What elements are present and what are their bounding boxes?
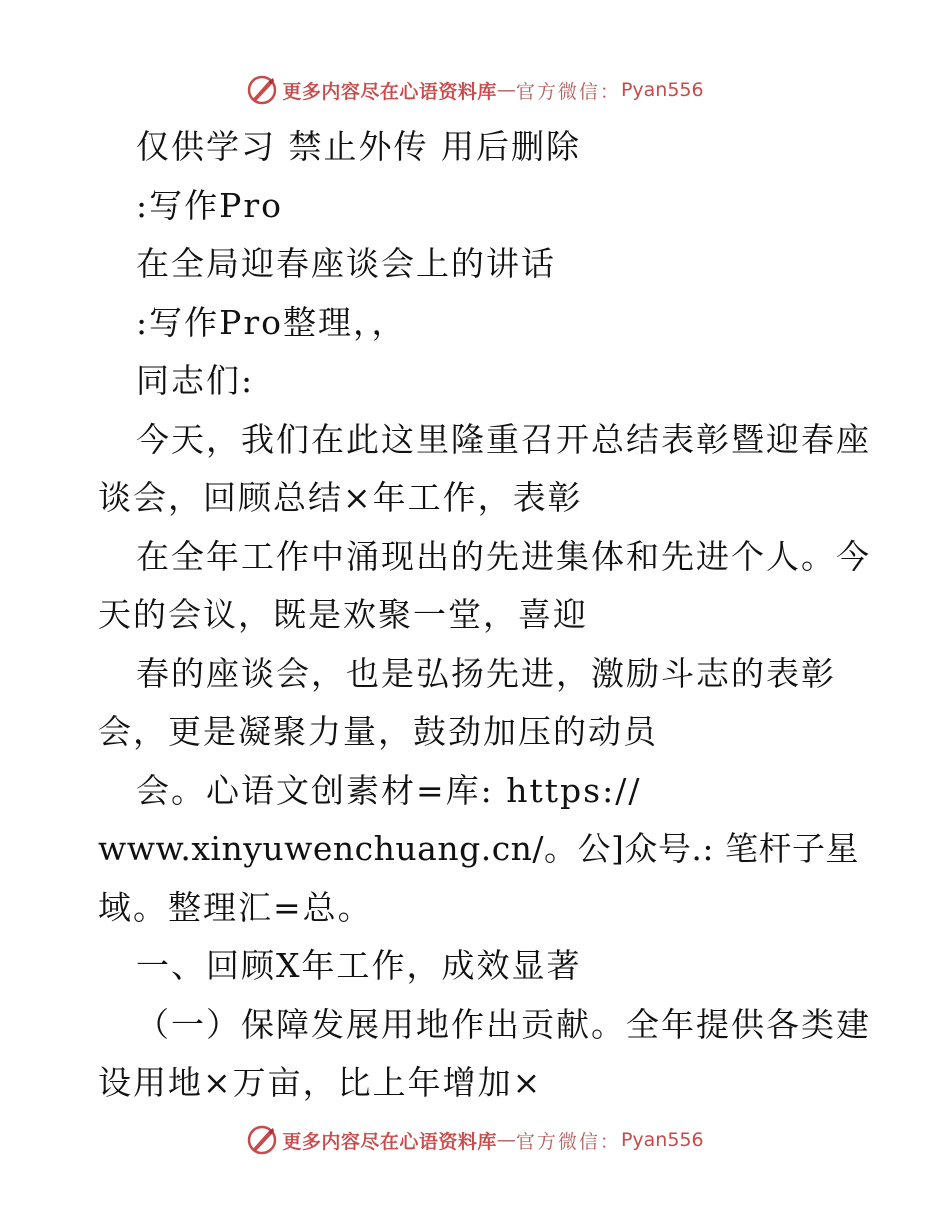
body-line: 会，更是凝聚力量，鼓劲加压的动员 (98, 712, 658, 751)
watermark-main-text: 更多内容尽在心语资料库 (282, 80, 497, 103)
body-line: 域。整理汇=总。 (98, 887, 373, 927)
section-heading: 一、回顾X年工作，成效显著 (136, 946, 582, 985)
watermark-official-label: 官方微信： (515, 80, 621, 103)
body-line: www.xinyuwenchuang.cn/。公]众号.: 笔杆子星 (98, 829, 860, 868)
source-line: :写作Pro (136, 185, 283, 225)
subsection-heading: （一）保障发展用地作出贡献。全年提供各类建 (136, 1004, 871, 1044)
watermark-wechat-id: Pyan556 (620, 1129, 704, 1151)
body-line: 会。心语文创素材=库: https:// (136, 770, 642, 810)
document-body (98, 118, 871, 1113)
watermark-header (0, 70, 950, 110)
quill-logo-icon (246, 1124, 278, 1156)
body-line: 设用地×万亩，比上年增加× (98, 1063, 543, 1102)
watermark-main-text: 更多内容尽在心语资料库 (282, 1130, 497, 1153)
watermark-wechat-id: Pyan556 (620, 79, 704, 101)
compiled-by-line: :写作Pro整理，， (136, 302, 407, 342)
body-line: 谈会，回顾总结×年工作，表彰 (98, 478, 583, 517)
body-line: 今天，我们在此这里隆重召开总结表彰暨迎春座 (136, 419, 871, 459)
body-line: 天的会议，既是欢聚一堂，喜迎 (98, 595, 588, 634)
salutation: 同志们: (136, 361, 255, 400)
notice-line: 仅供学习 禁止外传 用后删除 (136, 127, 581, 166)
watermark-footer (0, 1120, 950, 1160)
document-title: 在全局迎春座谈会上的讲话 (136, 244, 556, 283)
watermark-official-label: 官方微信： (515, 1130, 621, 1153)
quill-logo-icon (246, 74, 278, 106)
watermark-separator: — (496, 79, 516, 101)
body-line: 在全年工作中涌现出的先进集体和先进个人。今 (136, 536, 871, 576)
body-line: 春的座谈会，也是弘扬先进，激励斗志的表彰 (136, 653, 836, 693)
watermark-separator: — (496, 1129, 516, 1151)
